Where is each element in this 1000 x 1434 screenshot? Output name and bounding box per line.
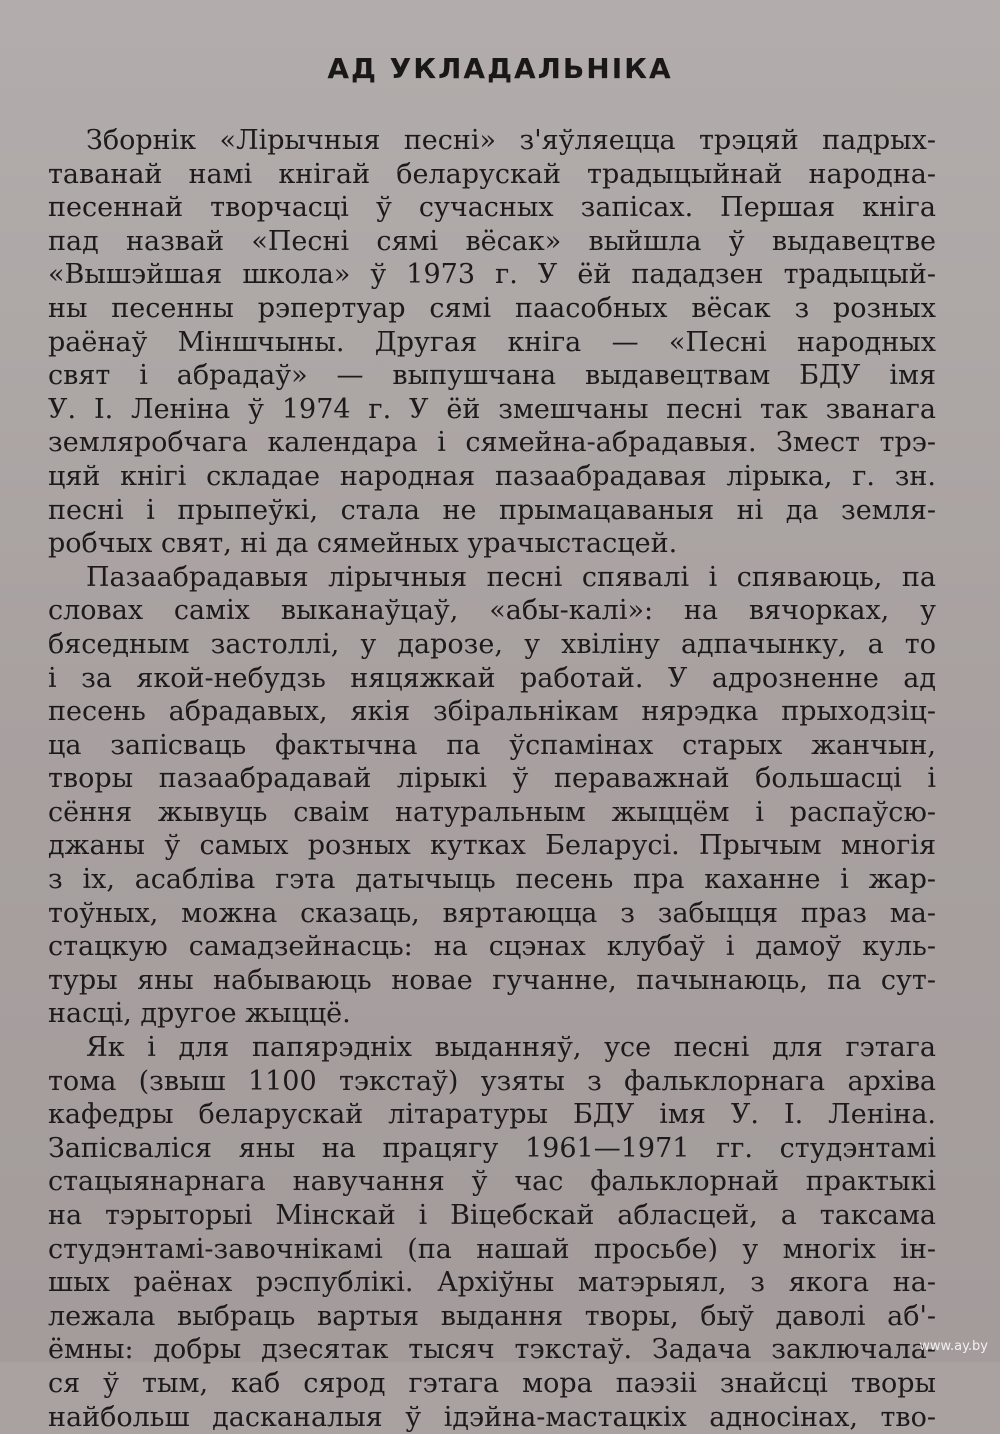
paragraph-2: [48, 561, 936, 1031]
text-line: таванай намі кнігай беларускай традыцыйнай народна-: [48, 158, 936, 190]
text-line: земляробчага календара і сямейна-абрадавыя. Змест трэ-: [48, 427, 936, 459]
text-line: кафедры беларускай літаратуры БДУ імя У. І. Леніна.: [48, 1099, 936, 1131]
text-line: творы пазаабрадавай лірыкі ў пераважнай большасці і: [48, 763, 936, 795]
text-line: песеннай творчасці ў сучасных запісах. Першая кніга: [48, 192, 936, 224]
text-line: пад назвай «Песні сямі вёсак» выйшла ў выдавецтве: [48, 225, 936, 257]
text-line: тома (звыш 1100 тэкстаў) узяты з фальклорнага архіва: [48, 1065, 936, 1097]
text-line: студэнтамі-завочнікамі (па нашай просьбе) у многіх ін-: [48, 1233, 936, 1265]
text-line: песні і прыпеўкі, стала не прымацаваныя ні да земля-: [48, 494, 936, 526]
text-line: насці, другое жыццё.: [48, 998, 351, 1030]
paragraph-3: [48, 1031, 936, 1434]
text-line: робчых свят, ні да сямейных урачыстасцей.: [48, 528, 678, 560]
text-line: цяй кнігі складае народная пазаабрадавая лірыка, г. зн.: [48, 460, 936, 492]
text-line: бяседным застоллі, у дарозе, у хвіліну адпачынку, а то: [48, 628, 936, 660]
text-line: песень абрадавых, якія збіральнікам нярэдка прыходзіц-: [48, 696, 936, 728]
text-line: стацкую самадзейнасць: на сцэнах клубаў і дамоў куль-: [48, 931, 936, 963]
text-line: Як і для папярэдніх выданняў, усе песні для гэтага: [86, 1032, 936, 1064]
text-line: сёння жывуць сваім натуральным жыццём і распаўсю-: [48, 796, 936, 828]
text-line: джаны ў самых розных кутках Беларусі. Прычым многія: [48, 830, 936, 862]
body-text: [48, 124, 936, 1434]
text-line: У. І. Леніна ў 1974 г. У ёй змешчаны песні так званага: [48, 393, 936, 425]
text-line: шых раёнах рэспублікі. Архіўны матэрыял, з якога на-: [48, 1267, 936, 1299]
page-heading: АД УКЛАДАЛЬНІКА: [327, 52, 673, 85]
text-line: ны песенны рэпертуар сямі паасобных вёсак з розных: [48, 292, 936, 324]
watermark: www.ay.by: [919, 1339, 988, 1354]
text-line: тоўных, можна сказаць, вяртаюцца з забыцця праз ма-: [48, 897, 936, 929]
text-line: Запісваліся яны на працягу 1961—1971 гг. студэнтамі: [48, 1132, 936, 1164]
text-line: з іх, асабліва гэта датычыць песень пра каханне і жар-: [48, 864, 936, 896]
text-line: ца запісваць фактычна па ўспамінах старых жанчын,: [48, 729, 936, 761]
text-line: найбольш дасканалыя ў ідэйна-мастацкіх адносінах, тво-: [48, 1401, 936, 1433]
text-line: словах саміх выканаўцаў, «абы-калі»: на вячорках, у: [48, 595, 936, 627]
text-line: Пазаабрадавыя лірычныя песні спявалі і спяваюць, па: [86, 561, 936, 593]
text-line: «Вышэйшая школа» ў 1973 г. У ёй пададзен традыцый-: [48, 259, 936, 291]
text-line: ся ў тым, каб сярод гэтага мора паэзіі знайсці творы: [48, 1367, 936, 1399]
paragraph-1: [48, 124, 936, 561]
text-line: туры яны набываюць новае гучанне, пачынаюць, па сут-: [48, 964, 936, 996]
text-line: на тэрыторыі Мінскай і Віцебскай абласцей, а таксама: [48, 1200, 936, 1231]
text-line: лежала выбраць вартыя выдання творы, быў даволі аб'-: [48, 1300, 936, 1332]
text-line: свят і абрадаў» — выпушчана выдавецтвам БДУ імя: [48, 360, 936, 392]
text-line: Зборнік «Лірычныя песні» з'яўляецца трэцяй падрых-: [86, 125, 936, 156]
text-line: стацыянарнага навучання ў час фальклорнай практыкі: [48, 1166, 936, 1198]
text-line: раёнаў Міншчыны. Другая кніга — «Песні народных: [48, 326, 936, 358]
text-line: і за якой-небудзь няцяжкай работай. У адрозненне ад: [48, 662, 936, 694]
text-line: ёмны: добры дзесятак тысяч тэкстаў. Задача заключала-: [48, 1334, 936, 1366]
